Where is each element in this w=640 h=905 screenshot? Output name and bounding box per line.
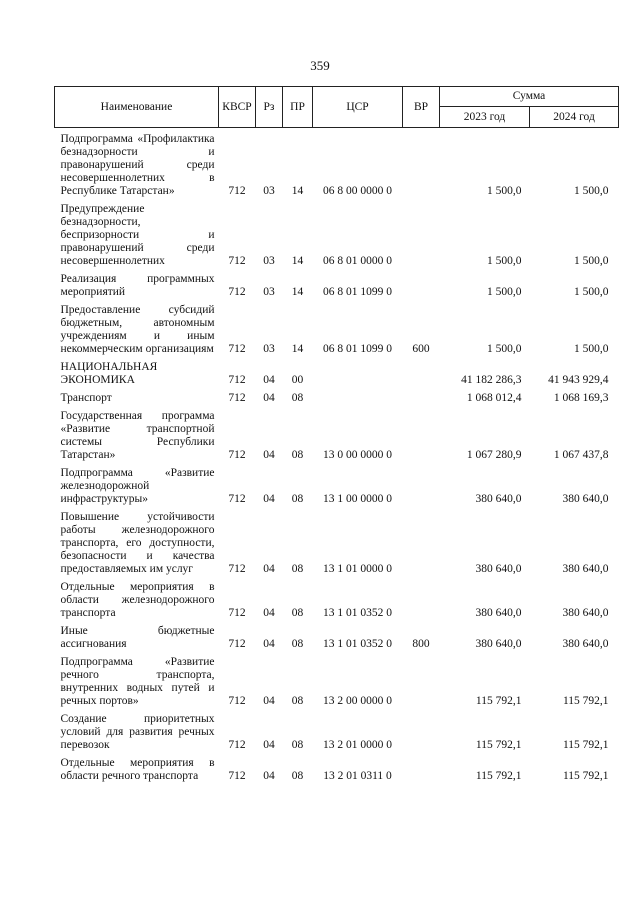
row-kvsr: 712 xyxy=(228,392,246,404)
row-sum-2023: 1 500,0 xyxy=(487,185,522,197)
row-pr: 08 xyxy=(291,493,304,505)
row-pr: 08 xyxy=(291,638,304,650)
table-row xyxy=(55,506,619,576)
row-kvsr: 712 xyxy=(228,739,246,751)
row-pr: 14 xyxy=(291,286,304,298)
row-csr: 13 2 00 0000 0 xyxy=(323,695,392,707)
row-kvsr: 712 xyxy=(228,449,246,461)
header-kvsr: КВСР xyxy=(219,87,256,128)
row-vr xyxy=(403,128,440,199)
row-csr: 06 8 00 0000 0 xyxy=(323,185,392,197)
row-vr xyxy=(403,356,440,387)
row-pr: 14 xyxy=(291,343,304,355)
row-vr xyxy=(403,651,440,708)
row-csr: 13 1 01 0352 0 xyxy=(323,638,392,650)
row-sum-2024: 1 500,0 xyxy=(574,343,609,355)
table-row xyxy=(55,387,619,405)
row-name: Предупреждение безнадзорности, беспризорности и правонарушений среди несовершеннолетних xyxy=(60,203,215,267)
table-header xyxy=(55,87,619,128)
row-kvsr: 712 xyxy=(228,638,246,650)
row-name: Подпрограмма «Развитие речного транспорта, внутренних водных путей и речных портов» xyxy=(60,656,215,707)
row-csr: 13 0 00 0000 0 xyxy=(323,449,392,461)
row-rz: 04 xyxy=(263,638,275,650)
row-sum-2023: 1 500,0 xyxy=(487,343,522,355)
table-row xyxy=(55,128,619,199)
row-kvsr: 712 xyxy=(228,493,246,505)
row-csr: 13 1 00 0000 0 xyxy=(323,493,392,505)
row-rz: 04 xyxy=(263,695,275,707)
table-row xyxy=(55,268,619,299)
table-row xyxy=(55,576,619,620)
row-vr xyxy=(403,506,440,576)
row-sum-2024: 115 792,1 xyxy=(562,695,609,707)
row-sum-2024: 41 943 929,4 xyxy=(548,374,609,386)
row-vr xyxy=(403,405,440,462)
row-sum-2024: 380 640,0 xyxy=(562,638,609,650)
row-pr: 08 xyxy=(291,695,304,707)
row-name: Предоставление субсидий бюджетным, автономным учреждениям и иным некоммерческим организациям xyxy=(60,304,215,355)
budget-table xyxy=(54,86,619,783)
row-kvsr: 712 xyxy=(228,185,246,197)
row-sum-2023: 380 640,0 xyxy=(475,563,522,575)
row-sum-2024: 115 792,1 xyxy=(562,770,609,782)
row-sum-2023: 115 792,1 xyxy=(475,695,522,707)
row-pr: 08 xyxy=(291,770,304,782)
row-vr xyxy=(403,752,440,783)
row-sum-2024: 1 500,0 xyxy=(574,185,609,197)
row-pr: 08 xyxy=(291,449,304,461)
row-csr xyxy=(313,356,403,387)
row-sum-2023: 115 792,1 xyxy=(475,770,522,782)
row-rz: 04 xyxy=(263,392,275,404)
row-kvsr: 712 xyxy=(228,607,246,619)
row-sum-2023: 115 792,1 xyxy=(475,739,522,751)
row-name: Отдельные мероприятия в области железнодорожного транспорта xyxy=(60,581,215,619)
row-pr: 08 xyxy=(291,739,304,751)
row-csr: 06 8 01 0000 0 xyxy=(323,255,392,267)
row-pr: 08 xyxy=(291,392,304,404)
row-sum-2023: 380 640,0 xyxy=(475,638,522,650)
row-rz: 03 xyxy=(263,286,275,298)
row-vr: 600 xyxy=(412,343,430,355)
row-vr xyxy=(403,462,440,506)
row-vr xyxy=(403,268,440,299)
row-vr: 800 xyxy=(412,638,430,650)
header-sum: Сумма xyxy=(440,87,619,107)
header-vr: ВР xyxy=(403,87,440,128)
row-sum-2024: 1 068 169,3 xyxy=(553,392,609,404)
row-kvsr: 712 xyxy=(228,255,246,267)
row-sum-2023: 1 067 280,9 xyxy=(466,449,522,461)
row-rz: 03 xyxy=(263,255,275,267)
row-name: Транспорт xyxy=(60,392,112,404)
row-csr xyxy=(313,387,403,405)
row-sum-2024: 115 792,1 xyxy=(562,739,609,751)
row-sum-2024: 1 500,0 xyxy=(574,286,609,298)
row-name: Повышение устойчивости работы железнодорожного транспорта, его доступности, безопасности и качества предоставляемых им услуг xyxy=(60,511,215,575)
row-sum-2023: 1 068 012,4 xyxy=(466,392,522,404)
table-row xyxy=(55,708,619,752)
row-csr: 13 2 01 0311 0 xyxy=(323,770,392,782)
table-row xyxy=(55,620,619,651)
row-sum-2023: 1 500,0 xyxy=(487,286,522,298)
row-pr: 14 xyxy=(291,185,304,197)
row-rz: 04 xyxy=(263,770,275,782)
row-rz: 04 xyxy=(263,563,275,575)
row-pr: 00 xyxy=(291,374,304,386)
row-name: Государственная программа «Развитие транспортной системы Республики Татарстан» xyxy=(60,410,215,461)
row-kvsr: 712 xyxy=(228,695,246,707)
row-rz: 04 xyxy=(263,739,275,751)
row-csr: 13 1 01 0000 0 xyxy=(323,563,392,575)
row-sum-2024: 380 640,0 xyxy=(562,563,609,575)
row-name: Создание приоритетных условий для развития речных перевозок xyxy=(60,713,215,751)
header-rz: Рз xyxy=(256,87,283,128)
row-name: НАЦИОНАЛЬНАЯ ЭКОНОМИКА xyxy=(60,361,158,386)
row-kvsr: 712 xyxy=(228,563,246,575)
row-sum-2023: 1 500,0 xyxy=(487,255,522,267)
row-sum-2023: 380 640,0 xyxy=(475,607,522,619)
budget-table-container xyxy=(54,86,618,783)
page-number: 359 xyxy=(310,58,330,73)
row-rz: 04 xyxy=(263,607,275,619)
row-name: Иные бюджетные ассигнования xyxy=(60,625,215,650)
row-vr xyxy=(403,198,440,268)
row-vr xyxy=(403,576,440,620)
header-csr: ЦСР xyxy=(313,87,403,128)
row-sum-2023: 380 640,0 xyxy=(475,493,522,505)
row-sum-2024: 1 500,0 xyxy=(574,255,609,267)
header-pr: ПР xyxy=(283,87,313,128)
table-row xyxy=(55,405,619,462)
row-pr: 08 xyxy=(291,607,304,619)
table-row xyxy=(55,299,619,356)
table-row xyxy=(55,198,619,268)
row-kvsr: 712 xyxy=(228,343,246,355)
table-row xyxy=(55,462,619,506)
row-csr: 13 2 01 0000 0 xyxy=(323,739,392,751)
row-name: Реализация программных мероприятий xyxy=(60,273,215,298)
row-rz: 03 xyxy=(263,343,275,355)
row-sum-2023: 41 182 286,3 xyxy=(461,374,522,386)
header-name: Наименование xyxy=(55,87,219,128)
row-vr xyxy=(403,387,440,405)
header-year-2024: 2024 год xyxy=(530,107,619,128)
row-kvsr: 712 xyxy=(228,770,246,782)
row-name: Отдельные мероприятия в области речного транспорта xyxy=(60,757,215,782)
table-body xyxy=(55,128,619,784)
row-rz: 04 xyxy=(263,449,275,461)
row-vr xyxy=(403,708,440,752)
table-row xyxy=(55,651,619,708)
row-rz: 04 xyxy=(263,493,275,505)
row-sum-2024: 380 640,0 xyxy=(562,493,609,505)
row-pr: 14 xyxy=(291,255,304,267)
table-row xyxy=(55,752,619,783)
row-csr: 06 8 01 1099 0 xyxy=(323,286,392,298)
row-name: Подпрограмма «Профилактика безнадзорности и правонарушений среди несовершеннолетних в Республике Татарстан» xyxy=(60,133,215,197)
row-kvsr: 712 xyxy=(228,286,246,298)
row-rz: 04 xyxy=(263,374,275,386)
row-csr: 13 1 01 0352 0 xyxy=(323,607,392,619)
row-rz: 03 xyxy=(263,185,275,197)
row-sum-2024: 1 067 437,8 xyxy=(553,449,609,461)
table-row xyxy=(55,356,619,387)
row-kvsr: 712 xyxy=(228,374,246,386)
row-pr: 08 xyxy=(291,563,304,575)
row-csr: 06 8 01 1099 0 xyxy=(323,343,392,355)
row-sum-2024: 380 640,0 xyxy=(562,607,609,619)
header-year-2023: 2023 год xyxy=(440,107,530,128)
row-name: Подпрограмма «Развитие железнодорожной инфраструктуры» xyxy=(60,467,215,505)
